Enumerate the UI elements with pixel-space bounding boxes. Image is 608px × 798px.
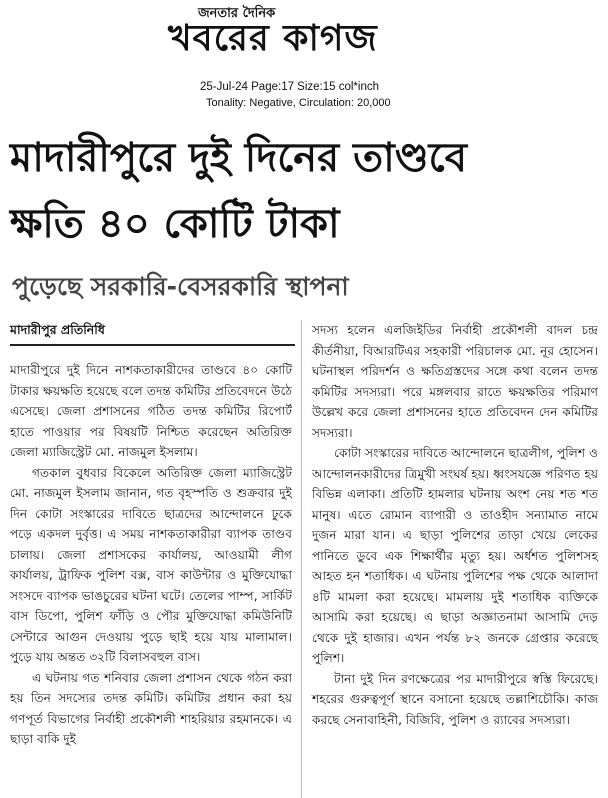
masthead-kicker: জনতার দৈনিক	[198, 6, 276, 21]
byline: মাদারীপুর প্রতিনিধি	[10, 322, 105, 337]
newspaper-name: খবরের কাগজ	[168, 18, 378, 59]
paragraph: টানা দুই দিন রণক্ষেত্রের পর মাদারীপুরে স্বস্তি ফিরেছে। শহরের গুরুত্বপূর্ণ স্থানে বসানো হয়েছে তল্লাশিচৌকি। কাজ করছে সেনাবাহিনী, বিজিবি, পুলিশ ও র‍্যাবের সদস্যরা।	[312, 671, 598, 727]
column-divider	[301, 320, 302, 798]
paragraph: গতকাল বুধবার বিকেলে অতিরিক্ত জেলা ম্যাজিস্ট্রেট মো. নাজমুল ইসলাম জানান, গত বৃহস্পতি ও শুক্রবার দুই দিন কোটা সংস্কারের দাবিতে ছাত্রদের আন্দোলনে ঢুকে পড়ে একদল দুর্বৃত্ত। এ সময় নাশকতাকারীরা ব্যাপক তাণ্ডব চালায়। জেলা প্রশাসকের কার্যালয়, আওয়ামী লীগ কার্যালয়, ট্রাফিক পুলিশ বক্স, বাস কাউন্টার ও মুক্তিযোদ্ধা সংসদে ব্যাপক ভাঙচুরের ঘটনা ঘটে। তেলের পাম্প, সার্কিট বাস ডিপো, পুলিশ ফাঁড়ি ও পৌর মুক্তিযোদ্ধা কমিউনিটি সেন্টারে আগুন দেওয়ায় পুড়ে ছাই হয়ে যায় মালামাল। পুড়ে যায় অন্তত ৩২টি বিলাসবহুল বাস।	[10, 465, 292, 664]
paragraph: মাদারীপুরে দুই দিনে নাশকতাকারীদের তাণ্ডবে ৪০ কোটি টাকার ক্ষয়ক্ষতি হয়েছে বলে তদন্ত কমিটির প্রতিবেদনে উঠে এসেছে। জেলা প্রশাসনের গঠিত তদন্ত কমিটির রিপোর্ট হাতে পাওয়ার পর বিষয়টি নিশ্চিত করেছেন অতিরিক্ত জেলা ম্যাজিস্ট্রেট মো. নাজমুল ইসলাম।	[10, 363, 292, 459]
headline-line-2: ক্ষতি ৪০ কোটি টাকা	[10, 201, 340, 247]
subheadline: পুড়েছে সরকারি-বেসরকারি স্থাপনা	[12, 272, 349, 301]
article-column-right	[312, 320, 598, 730]
byline-rule	[10, 344, 295, 346]
paragraph: এ ঘটনায় গত শনিবার জেলা প্রশাসন থেকে গঠন করা হয় তিন সদস্যের তদন্ত কমিটি। কমিটির প্রধান করা হয় গণপূর্ত বিভাগের নির্বাহী প্রকৌশলী শাহরিয়ার রহমানকে। এ ছাড়া বাকি দুই	[10, 670, 292, 746]
article-column-left	[10, 360, 292, 750]
clipping-meta-tonality: Tonality: Negative, Circulation: 20,000	[206, 97, 391, 109]
clipping-meta-date: 25-Jul-24 Page:17 Size:15 col*inch	[200, 81, 380, 93]
paragraph: সদস্য হলেন এলজিইডির নির্বাহী প্রকৌশলী বাদল চন্দ্র কীর্তনীয়া, বিআরটিএর সহকারী পরিচালক মো. নূর হোসেন। ঘটনাস্থল পরিদর্শন ও ক্ষতিগ্রস্তদের সঙ্গে কথা বলেন তদন্ত কমিটির সদস্যরা। পরে মঙ্গলবার রাতে ক্ষয়ক্ষতির পরিমাণ উল্লেখ করে জেলা প্রশাসনের হাতে প্রতিবেদন দেন কমিটির সদস্যরা।	[312, 323, 598, 440]
headline-line-1: মাদারীপুরে দুই দিনের তাণ্ডবে	[10, 135, 467, 181]
paragraph: কোটা সংস্কারের দাবিতে আন্দোলনে ছাত্রলীগ, পুলিশ ও আন্দোলনকারীদের ত্রিমুখী সংঘর্ষ হয়। ধ্বংসযজ্ঞে পরিণত হয় বিভিন্ন এলাকা। প্রতিটি হামলার ঘটনায় অংশ নেয় শত শত মানুষ। এতে রোমান ব্যাপারী ও তাওহীদ সন্যামাত নামে দুজন মারা যান। এ ছাড়া পুলিশের তাড়া খেয়ে লেকের পানিতে ডুবে এক শিক্ষার্থীর মৃত্যু হয়। অর্ধশত পুলিশসহ আহত হন শতাধিক। এ ঘটনায় পুলিশের পক্ষ থেকে আলাদা ৪টি মামলা করা হয়েছে। মামলায় দুই শতাধিক ব্যক্তিকে আসামি করা হয়েছে। এ ছাড়া অজ্ঞাতনামা আসামি দেড় থেকে দুই হাজার। এখন পর্যন্ত ৮২ জনকে গ্রেপ্তার করেছে পুলিশ।	[312, 446, 598, 665]
